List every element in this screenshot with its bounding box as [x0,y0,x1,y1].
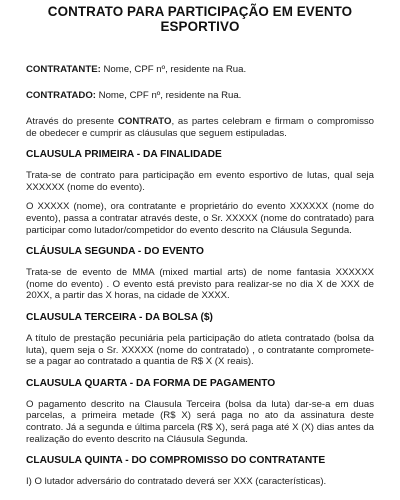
clause-1-paragraph-2: O XXXXX (nome), ora contratante e proprietário do evento XXXXXX (nome do evento), passa a contratar através deste, o Sr. XXXXX (nome do contratado) para participar como lutador/competidor do evento descrito na Cláusula Segunda. [26,201,374,236]
contratado-text: Nome, CPF nº, residente na Rua. [96,90,242,101]
intro-text-bold: CONTRATO [117,116,172,127]
contratante-line [26,64,374,76]
intro-paragraph [26,116,374,139]
document-title: CONTRATO PARA PARTICIPAÇÃO EM EVENTO ESPORTIVO [47,4,353,34]
clause-2-paragraph-1: Trata-se de evento de MMA (mixed martial arts) de nome fantasia XXXXXX (nome do evento) . O evento está previsto para realizar-se no dia X de XXX de 20XX, a partir das X horas, na cidade de XXXX. [26,267,374,302]
clause-4-paragraph-1: O pagamento descrito na Clausula Terceira (bolsa da luta) dar-se-a em duas parcelas, a primeira metade (R$ X) será paga no ato da assinatura deste contrato. Já a segunda e última parcela (R$ X), será paga até X (X) dias antes da realização do evento descrito na Cláusula Segunda. [26,398,374,445]
contratado-line [26,90,374,102]
contratante-text: Nome, CPF nº, residente na Rua. [100,64,247,75]
clause-4-heading: CLAUSULA QUARTA - DA FORMA DE PAGAMENTO [26,377,276,389]
clause-3-heading: CLAUSULA TERCEIRA - DA BOLSA ($) [26,311,213,323]
clause-5-heading: CLAUSULA QUINTA - DO COMPROMISSO DO CONTRATANTE [26,455,326,467]
intro-text-before: Através do presente [26,116,118,127]
intro-text-after: , as partes celebram e firmam o compromisso de obedecer e cumprir as cláusulas que seguem estipuladas. [26,116,375,139]
contratante-label: CONTRATANTE: [26,64,101,75]
clause-1-heading: CLAUSULA PRIMEIRA - DA FINALIDADE [26,149,222,161]
clause-2-heading: CLÁUSULA SEGUNDA - DO EVENTO [26,246,204,258]
clause-1-paragraph-1: Trata-se de contrato para participação em evento esportivo de lutas, qual seja XXXXXX (nome do evento). [26,170,374,193]
contratado-label: CONTRATADO: [26,90,96,101]
clause-3-paragraph-1: A título de prestação pecuniária pela participação do atleta contratado (bolsa da luta), quem seja o Sr. XXXXX (nome do contratado) , o contratante compromete-se a pagar ao contratado a quantia de R$ X (X reais). [26,332,374,368]
clause-5-paragraph-1: I) O lutador adversário do contratado deverá ser XXX (características). [26,476,327,488]
